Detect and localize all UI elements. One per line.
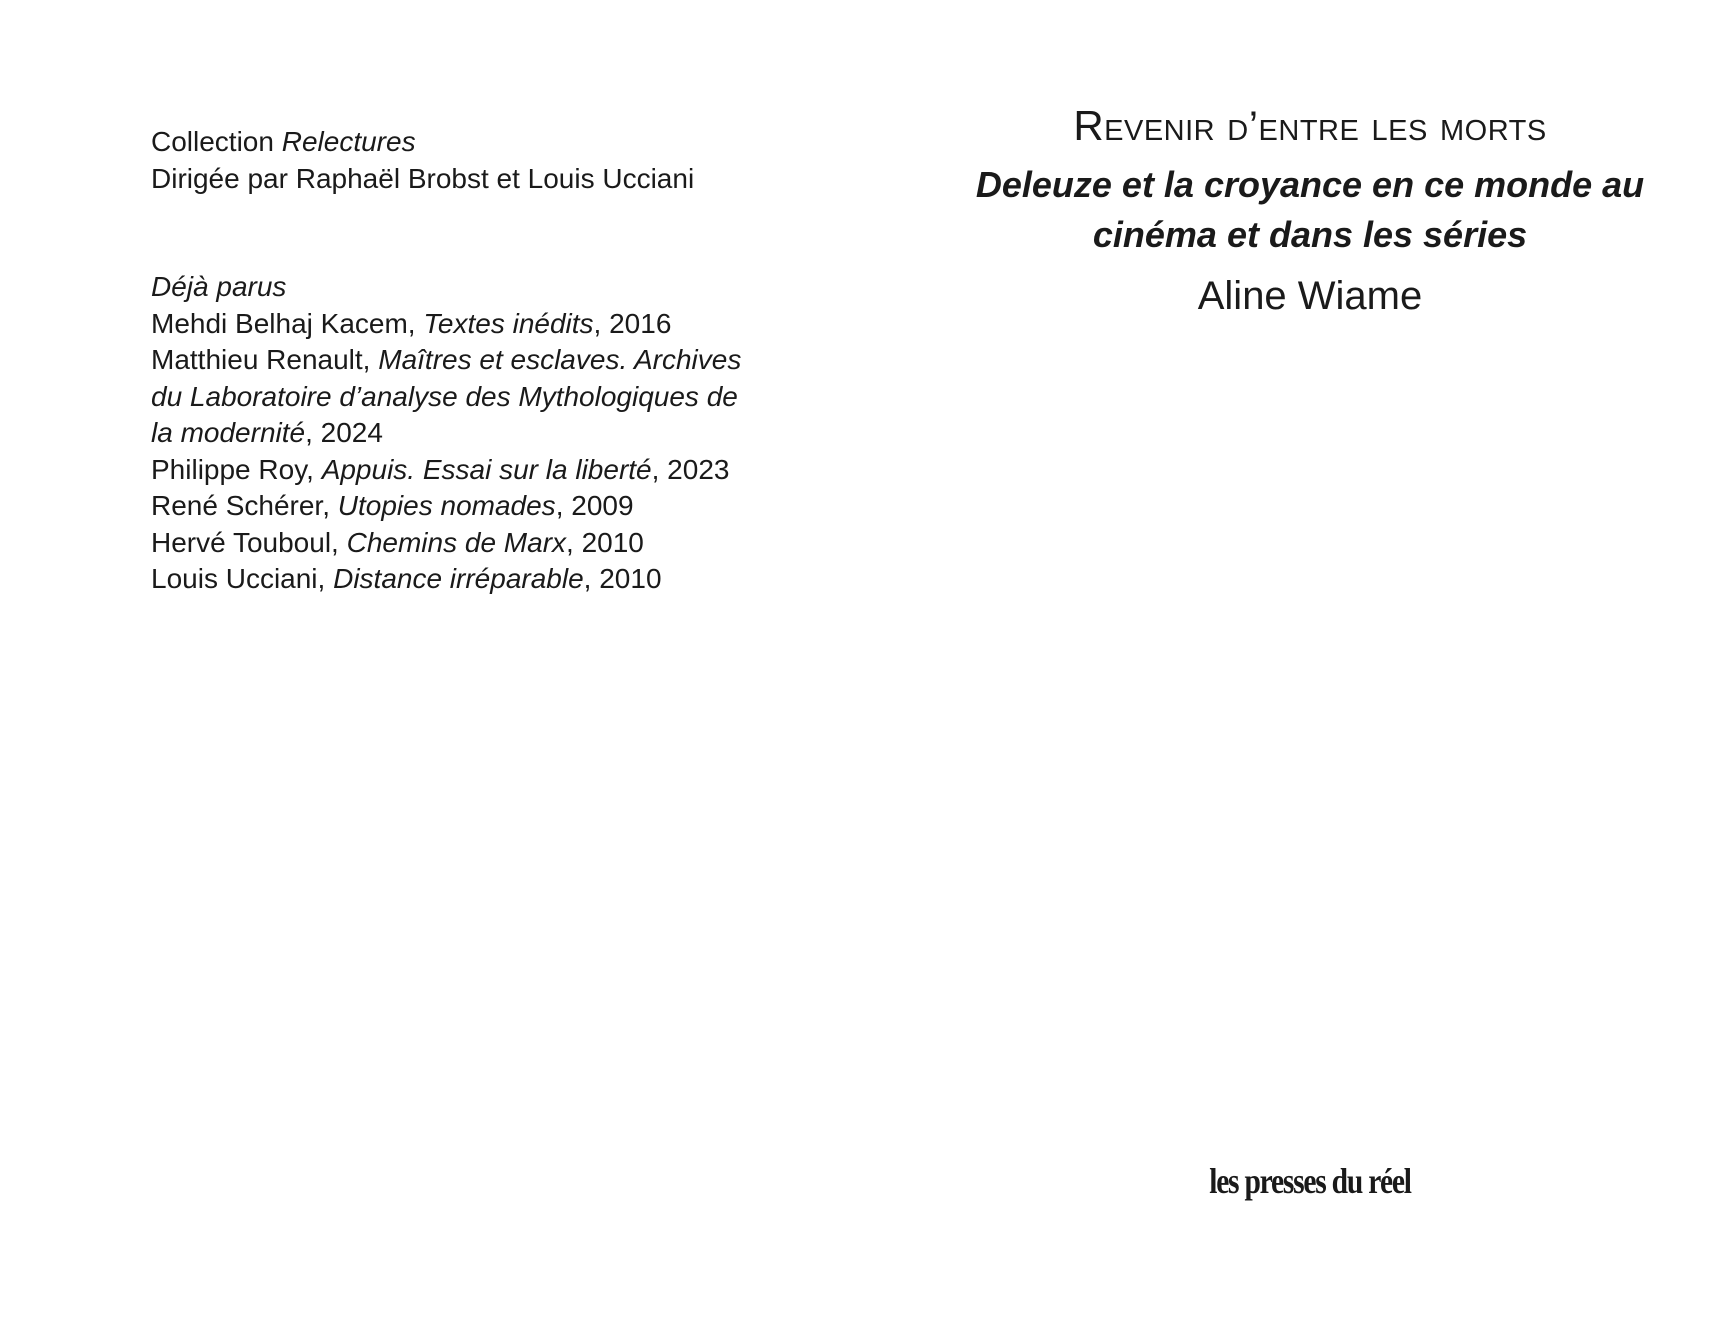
entry-year: , 2010 [583,563,662,594]
list-item [151,452,751,489]
collection-info [151,124,751,197]
entry-author: Mehdi Belhaj Kacem, [151,307,424,339]
entry-title: Maîtres et esclaves. Archives du Laboratoire d’analyse des Mythologiques de la modernité [151,344,742,448]
list-item [151,306,751,343]
list-item [151,525,751,562]
collection-line [151,124,751,161]
entry-author: Philippe Roy, [151,453,322,485]
entry-title: Distance irréparable [333,563,584,594]
left-page [151,124,751,598]
entry-author: René Schérer, [151,490,338,521]
title-page [940,96,1680,326]
publisher-logo: les presses du réel [1209,1161,1411,1201]
collection-directors: Dirigée par Raphaël Brobst et Louis Ucciani [151,162,695,194]
book-author: Aline Wiame [1197,274,1423,318]
entry-author: Matthieu Renault, [151,344,379,375]
list-item [151,561,751,598]
entry-year: , 2010 [566,526,644,558]
list-item [151,342,751,452]
entry-year: , 2023 [651,453,730,485]
entry-title: Utopies nomades [337,490,556,521]
entry-author: Hervé Touboul, [151,526,347,558]
entry-year: , 2009 [555,490,634,521]
entry-title: Appuis. Essai sur la liberté [321,453,652,485]
already-published-heading: Déjà parus [151,271,287,302]
book-subtitle: Deleuze et la croyance en ce monde au cinéma et dans les séries [975,164,1645,255]
entry-author: Louis Ucciani, [151,563,334,594]
entry-year: , 2024 [305,417,383,448]
entry-year: , 2016 [593,307,672,339]
book-title: Revenir d’entre les morts [1073,102,1547,149]
already-published-list [151,269,751,598]
entry-title: Textes inédits [423,307,594,339]
entry-title: Chemins de Marx [346,526,567,558]
list-item [151,488,751,525]
collection-name: Relectures [281,126,416,157]
collection-prefix: Collection [151,126,282,157]
